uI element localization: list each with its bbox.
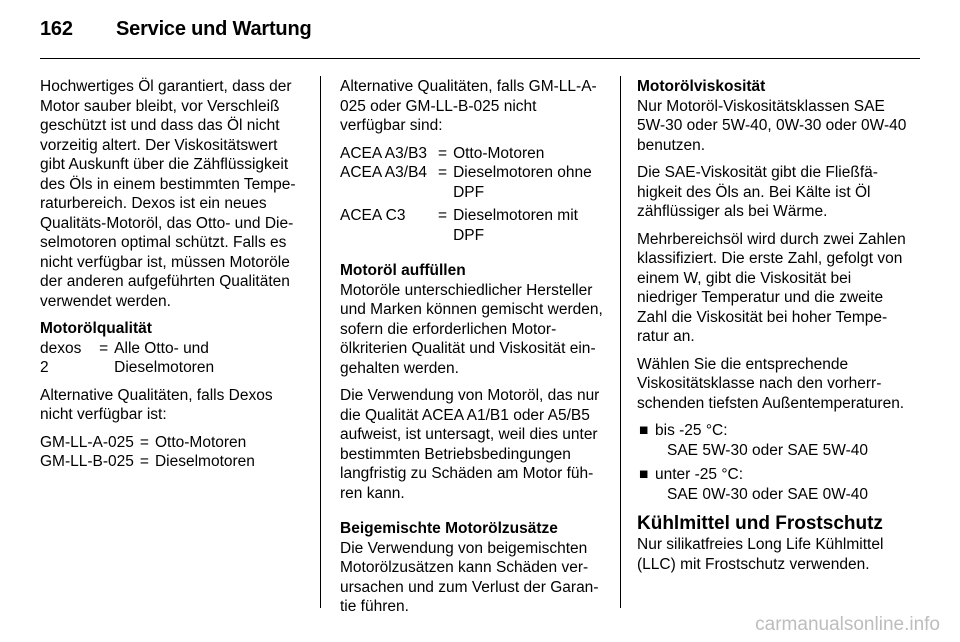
column-divider-2 bbox=[620, 76, 621, 608]
table-eq: = bbox=[438, 144, 448, 162]
viscosity-paragraph-2: Die SAE-Viskosität gibt die Fließfähigkeit des Öls an. Bei Kälte ist Öl zähflüssiger als bei Wärme. bbox=[637, 164, 878, 220]
list-item bbox=[637, 465, 909, 485]
alternative-qualities-text: Alternative Qualitäten, falls Dexos nicht verfügbar ist: bbox=[40, 386, 273, 423]
intro-paragraph: Hochwertiges Öl garantiert, dass der Motor sauber bleibt, vor Verschleiß geschützt ist und dass das Öl nicht vorzeitig altert. Der Viskositätswert gibt Auskunft über die Zähflüssigkeit des Öls in einem bestimmten Temperaturbereich. Dexos ist ein neues Qualitäts-Motoröl, das Otto- und Dieselmotoren optimal schützt. Falls es nicht verfügbar ist, müssen Motoröle der anderen aufgeführten Qualitäten verwendet werden. bbox=[40, 78, 296, 310]
bullet-label: unter -25 °C: bbox=[655, 466, 744, 483]
viscosity-bullet-list bbox=[637, 421, 909, 504]
oil-quality-table bbox=[40, 339, 304, 378]
bullet-value: SAE 0W-30 oder SAE 0W-40 bbox=[667, 485, 869, 503]
table-key: GM-LL-B-025 bbox=[40, 453, 134, 470]
viscosity-paragraph-1: Nur Motoröl-Viskositätsklassen SAE 5W-30 oder 5W-40, 0W-30 oder 0W-40 benutzen. bbox=[637, 97, 907, 154]
table-value: Dieselmotoren mit DPF bbox=[453, 207, 578, 244]
add-oil-paragraph-2: Die Verwendung von Motoröl, das nur die Qualität ACEA A1/B1 oder A5/B5 aufweist, ist untersagt, weil dies unter bestimmten Betriebsbedingungen langfristig zu Schäden am Motor führen kann. bbox=[340, 387, 600, 502]
square-bullet-icon: ■ bbox=[639, 466, 649, 483]
page-title: Service und Wartung bbox=[116, 18, 312, 40]
acea-table bbox=[340, 144, 604, 246]
table-eq: = bbox=[139, 433, 149, 451]
alternative-qualities-table bbox=[40, 433, 255, 472]
add-oil-heading: Motoröl auffüllen bbox=[340, 262, 466, 279]
table-row bbox=[40, 452, 255, 472]
viscosity-paragraph-4: Wählen Sie die entsprechende Viskositätsklasse nach den vorherrschenden tiefsten Außentemperaturen. bbox=[637, 355, 905, 412]
column-divider-1 bbox=[320, 76, 321, 608]
coolant-heading: Kühlmittel und Frostschutz bbox=[637, 513, 883, 534]
table-value: Alle Otto- und Dieselmotoren bbox=[114, 339, 215, 376]
table-key: ACEA A3/B3 bbox=[340, 144, 428, 162]
table-key: dexos 2 bbox=[40, 339, 82, 376]
page-number: 162 bbox=[40, 18, 73, 40]
column-1 bbox=[40, 77, 304, 480]
table-key: ACEA A3/B4 bbox=[340, 164, 428, 181]
table-value: Dieselmotoren bbox=[154, 453, 255, 470]
table-row bbox=[40, 339, 304, 378]
list-item bbox=[637, 421, 909, 441]
table-eq: = bbox=[99, 339, 109, 357]
table-eq: = bbox=[438, 207, 448, 224]
watermark: carmanualsonline.info bbox=[755, 614, 940, 635]
page-header bbox=[40, 18, 312, 41]
table-eq: = bbox=[438, 164, 448, 181]
viscosity-paragraph-3: Mehrbereichsöl wird durch zwei Zahlen klassifiziert. Die erste Zahl, gefolgt von einem W, gibt die Viskosität bei niedriger Temperatur und die zweite Zahl die Viskosität bei hoher Temperatur an. bbox=[637, 230, 906, 345]
column-2 bbox=[340, 77, 604, 625]
table-key: GM-LL-A-025 bbox=[40, 433, 134, 451]
table-value: Otto-Motoren bbox=[453, 144, 545, 162]
header-rule bbox=[40, 58, 920, 59]
table-key: ACEA C3 bbox=[340, 207, 406, 224]
additives-paragraph: Die Verwendung von beigemischten Motorölzusätzen kann Schäden verursachen und zum Verlust der Garantie führen. bbox=[340, 539, 599, 615]
table-row bbox=[340, 163, 604, 202]
table-value: Otto-Motoren bbox=[154, 433, 247, 451]
column-3 bbox=[637, 77, 909, 582]
coolant-paragraph: Nur silikatfreies Long Life Kühlmittel (LLC) mit Frostschutz verwenden. bbox=[637, 536, 884, 573]
add-oil-paragraph-1: Motoröle unterschiedlicher Hersteller und Marken können gemischt werden, sofern die erforderlichen Motorölkriterien Qualität und Viskosität eingehalten werden. bbox=[340, 281, 603, 377]
table-row bbox=[340, 144, 604, 164]
viscosity-heading: Motorölviskosität bbox=[637, 78, 766, 95]
bullet-label: bis -25 °C: bbox=[655, 422, 728, 439]
oil-quality-heading: Motorölqualität bbox=[40, 320, 152, 337]
table-eq: = bbox=[139, 453, 149, 470]
table-value: Dieselmotoren ohne DPF bbox=[453, 164, 592, 201]
square-bullet-icon: ■ bbox=[639, 422, 649, 439]
bullet-value: SAE 5W-30 oder SAE 5W-40 bbox=[667, 441, 869, 459]
table-row bbox=[40, 433, 255, 453]
alternative-acea-text: Alternative Qualitäten, falls GM-LL-A-025 oder GM-LL-B-025 nicht verfügbar sind: bbox=[340, 78, 597, 134]
table-row bbox=[340, 202, 604, 245]
additives-heading: Beigemischte Motorölzusätze bbox=[340, 520, 558, 537]
